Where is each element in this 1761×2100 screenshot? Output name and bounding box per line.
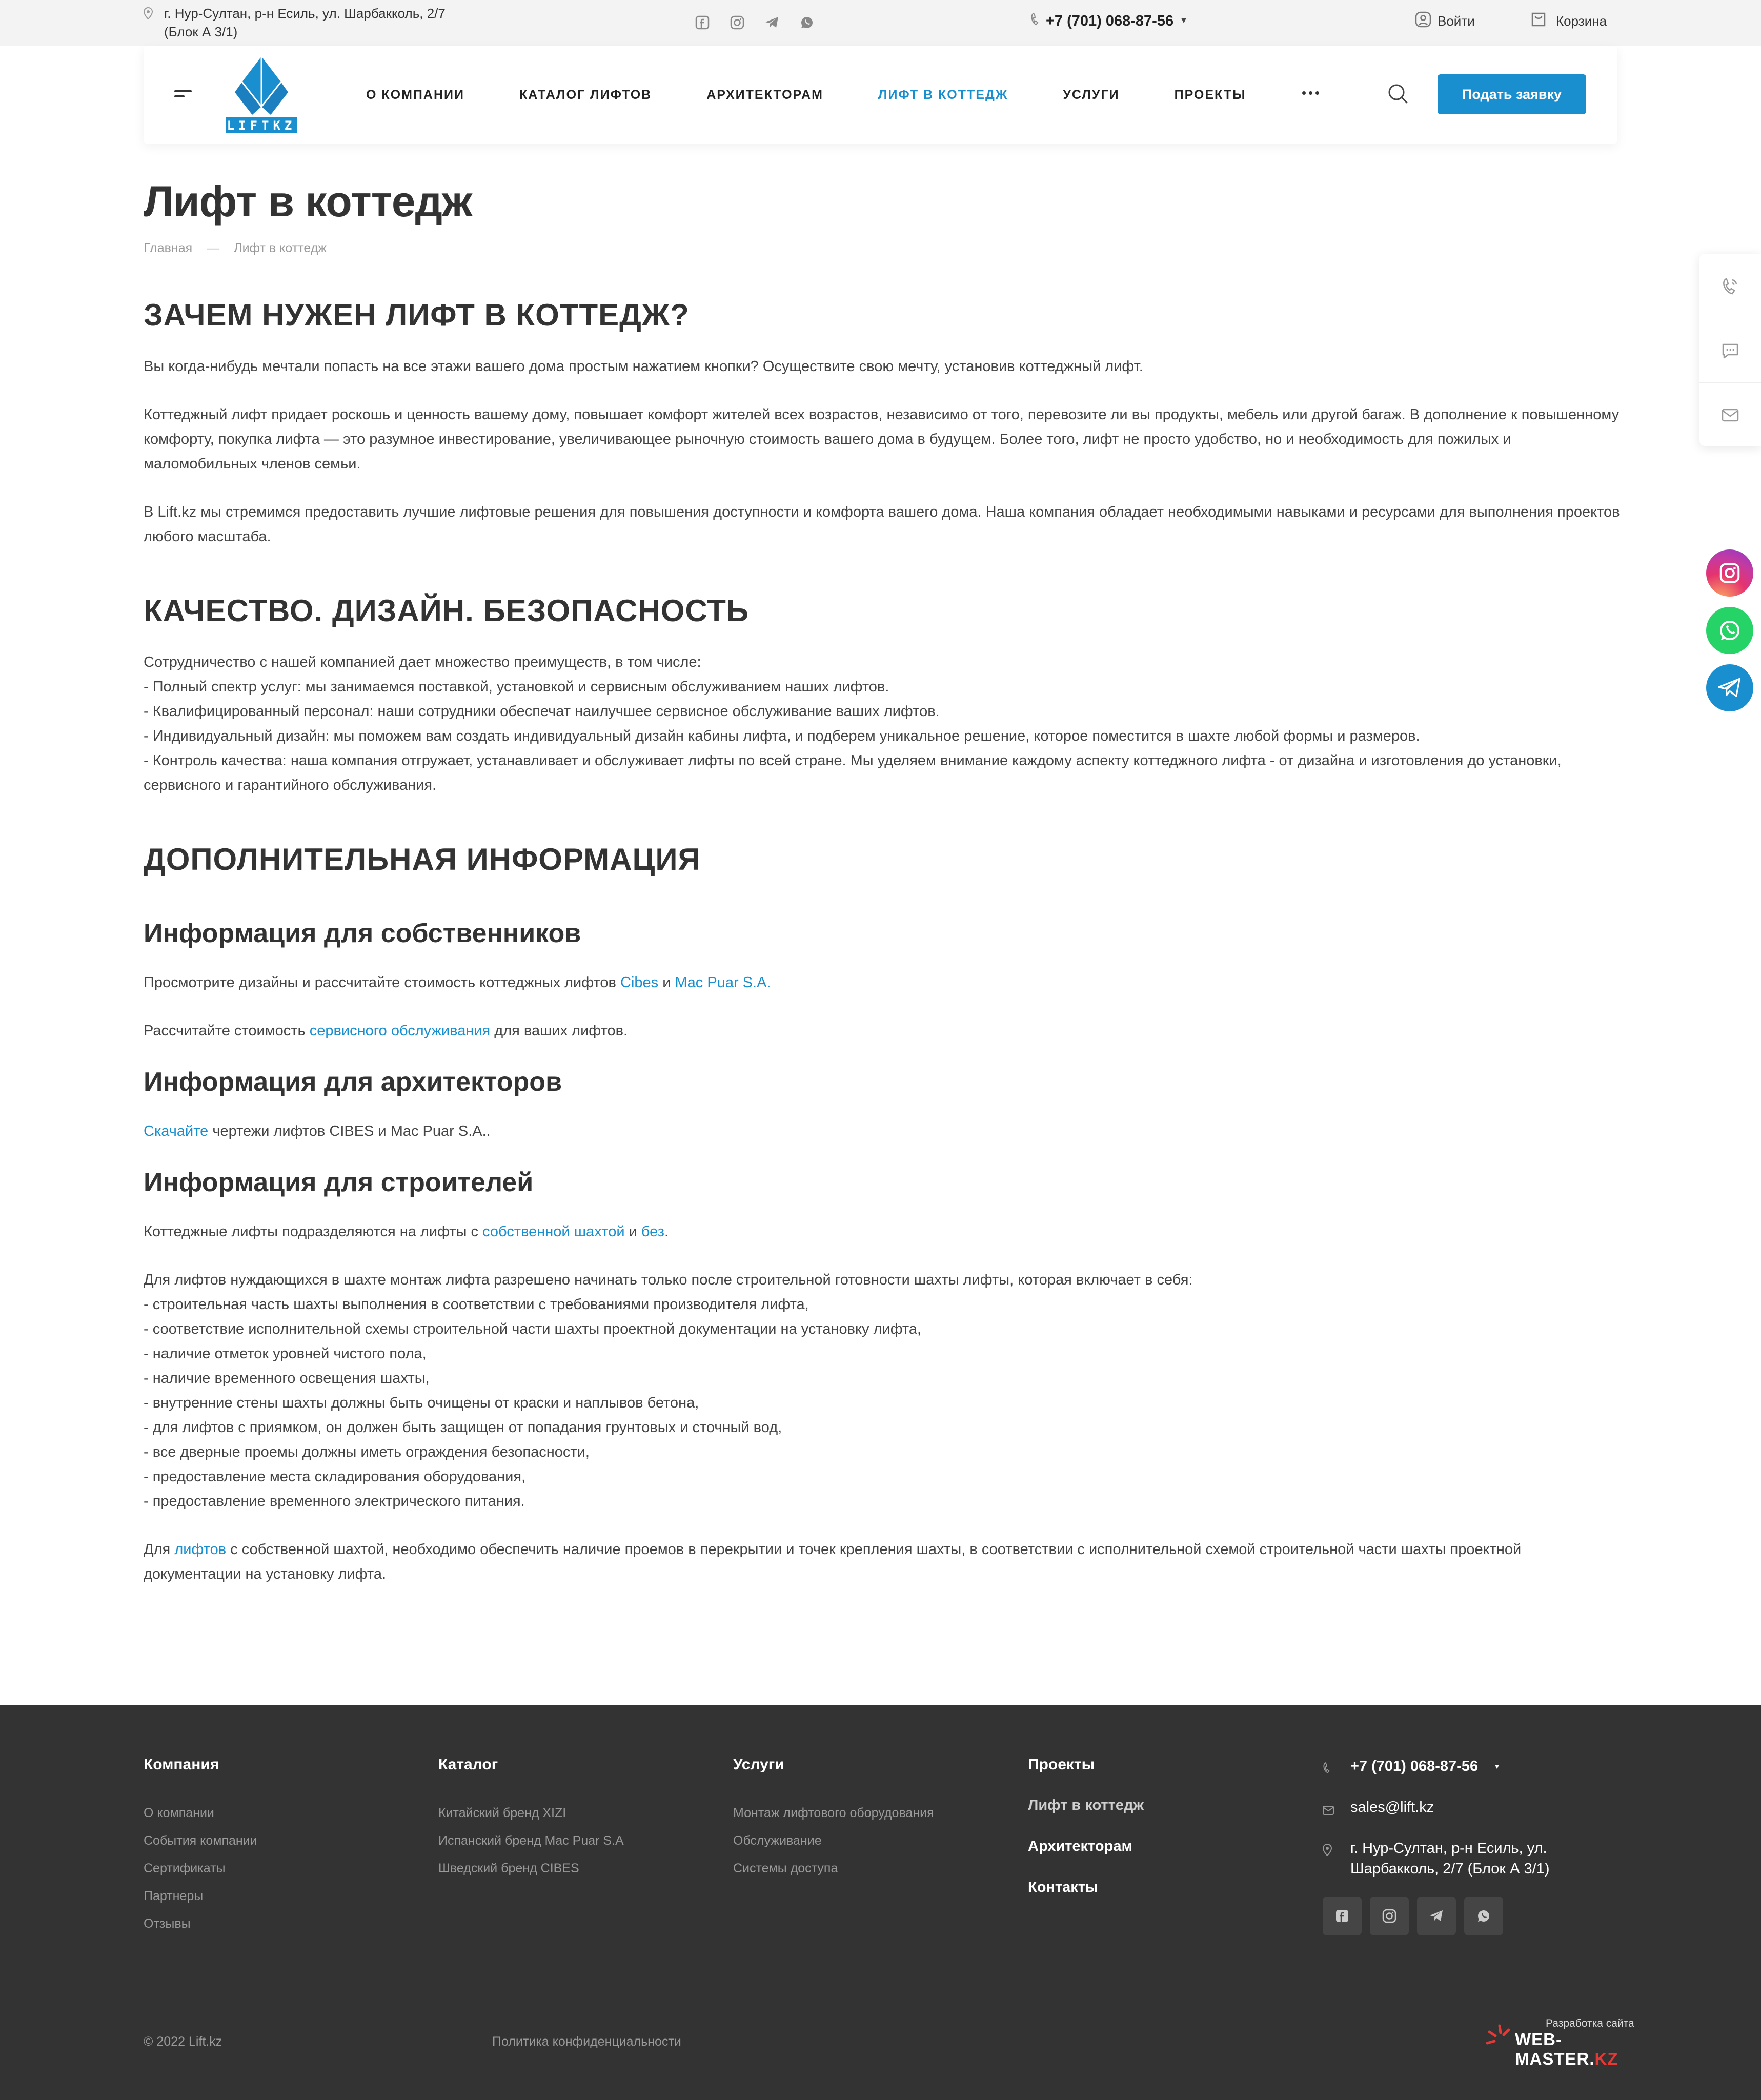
developer-credit[interactable] bbox=[1484, 2017, 1638, 2068]
footer-link[interactable]: Партнеры bbox=[144, 1889, 204, 1903]
footer-link[interactable]: Архитекторам bbox=[1028, 1838, 1132, 1854]
section-quality-title: КАЧЕСТВО. ДИЗАЙН. БЕЗОПАСНОСТЬ bbox=[144, 594, 749, 628]
footer-phone[interactable] bbox=[1323, 1756, 1610, 1780]
instagram-icon[interactable] bbox=[728, 13, 746, 32]
footer-services bbox=[733, 1756, 934, 1882]
list-item: - Полный спектр услуг: мы занимаемся поставкой, установкой и сервисным обслуживанием наших лифтов. bbox=[144, 679, 889, 695]
section-extra-title: ДОПОЛНИТЕЛЬНАЯ ИНФОРМАЦИЯ bbox=[144, 842, 701, 876]
nav-catalog[interactable]: КАТАЛОГ ЛИФТОВ bbox=[519, 87, 652, 102]
list-item: - Квалифицированный персонал: наши сотрудники обеспечат наилучшее сервисное обслуживание ваших лифтов. bbox=[144, 703, 940, 720]
cart-link[interactable] bbox=[1530, 11, 1607, 31]
list-item: - наличие временного освещения шахты, bbox=[144, 1370, 430, 1387]
list-item: - Контроль качества: наша компания отгружает, устанавливает и обслуживает лифты по всей стране. Мы уделяем внимание каждому аспекту коттеджного лифта - от дизайна и изготовления до установки, сервисного и гарантийного обслуживания. bbox=[144, 752, 1562, 793]
chevron-down-icon[interactable]: ▼ bbox=[1180, 16, 1188, 25]
footer-link[interactable]: О компании bbox=[144, 1806, 214, 1820]
breadcrumb-separator: — bbox=[207, 241, 220, 255]
footer-link[interactable]: Шведский бренд CIBES bbox=[438, 1861, 579, 1875]
builders-p2: Для лифтов нуждающихся в шахте монтаж лифта разрешено начинать только после строительной готовности шахты лифты, которая включает в себя: bbox=[144, 1272, 1193, 1288]
nav-projects[interactable]: ПРОЕКТЫ bbox=[1174, 87, 1246, 102]
footer-catalog bbox=[438, 1756, 624, 1882]
without-shaft-link[interactable]: без bbox=[641, 1224, 664, 1240]
builders-p3: Для лифтов с собственной шахтой, необходимо обеспечить наличие проемов в перекрытии и точек крепления шахты, в соответствии с исполнительной схемой строительной части шахты проектной документации на установку лифта. bbox=[144, 1541, 1522, 1582]
architects-title: Информация для архитекторов bbox=[144, 1067, 562, 1097]
footer-link[interactable]: Китайский бренд XIZI bbox=[438, 1806, 566, 1820]
map-pin-icon bbox=[1323, 1838, 1335, 1862]
footer-catalog-title: Каталог bbox=[438, 1756, 498, 1773]
more-dots-icon[interactable] bbox=[1302, 91, 1319, 95]
footer-email[interactable] bbox=[1323, 1797, 1610, 1821]
mail-icon bbox=[1323, 1797, 1335, 1821]
list-item: - строительная часть шахты выполнения в соответствии с требованиями производителя лифта, bbox=[144, 1296, 809, 1313]
footer-link[interactable]: Сертификаты bbox=[144, 1861, 226, 1875]
phone-icon bbox=[1030, 12, 1040, 30]
section-why-p2: Коттеджный лифт придает роскошь и ценность вашему дому, повышает комфорт жителей всех возрастов, независимо от того, перевозите ли вы продукты, мебель или другой багаж. В дополнение к повышенному комфорту, покупка лифта — это разумное инвестирование, увеличивающее рыночную стоимость вашего дома в будущем. Более того, лифт не просто удобство, но и необходимость для пожилых и маломобильных членов семьи. bbox=[144, 406, 1620, 472]
instagram-float-icon[interactable] bbox=[1706, 549, 1753, 597]
map-pin-icon bbox=[144, 4, 164, 23]
main-nav bbox=[366, 82, 1301, 108]
builders-title: Информация для строителей bbox=[144, 1168, 534, 1197]
chat-icon[interactable] bbox=[1699, 318, 1761, 383]
facebook-icon[interactable] bbox=[693, 13, 712, 32]
list-item: - Индивидуальный дизайн: мы поможем вам создать индивидуальный дизайн кабины лифта, и подберем уникальное решение, которое поместится в шахте любой формы и размеров. bbox=[144, 728, 1420, 744]
footer-email-text: sales@lift.kz bbox=[1350, 1799, 1434, 1816]
cart-label: Корзина bbox=[1556, 13, 1607, 29]
top-address-line1: г. Нур-Султан, р-н Есиль, ул. Шарбакколь, 2/7 bbox=[164, 6, 446, 21]
footer-link[interactable]: Системы доступа bbox=[733, 1861, 838, 1875]
top-address bbox=[144, 4, 446, 41]
user-icon bbox=[1415, 11, 1431, 31]
nav-cottage-lift[interactable]: ЛИФТ В КОТТЕДЖ bbox=[878, 87, 1008, 102]
footer-address-text: г. Нур-Султан, р-н Есиль, ул. Шарбакколь, 2/7 (Блок А 3/1) bbox=[1350, 1840, 1550, 1877]
callback-icon[interactable] bbox=[1699, 254, 1761, 318]
top-bar bbox=[0, 0, 1761, 46]
footer-services-title: Услуги bbox=[733, 1756, 784, 1773]
web-master-logo-icon bbox=[1484, 2023, 1515, 2053]
section-why-title: ЗАЧЕМ НУЖЕН ЛИФТ В КОТТЕДЖ? bbox=[144, 298, 690, 332]
nav-services[interactable]: УСЛУГИ bbox=[1063, 87, 1120, 102]
search-icon[interactable] bbox=[1385, 81, 1411, 107]
footer-social bbox=[1323, 1897, 1610, 1935]
list-item: - внутренние стены шахты должны быть очищены от краски и наплывов бетона, bbox=[144, 1395, 699, 1411]
footer-copyright: © 2022 Lift.kz bbox=[144, 2034, 222, 2049]
telegram-icon[interactable] bbox=[763, 13, 781, 32]
nav-architects[interactable]: АРХИТЕКТОРАМ bbox=[706, 87, 823, 102]
architects-p: Скачайте чертежи лифтов CIBES и Mac Puar S.A.. bbox=[144, 1123, 491, 1139]
page-title: Лифт в коттедж bbox=[144, 177, 472, 226]
list-item: - наличие отметок уровней чистого пола, bbox=[144, 1345, 427, 1362]
footer-link[interactable]: Лифт в коттедж bbox=[1028, 1797, 1144, 1813]
chevron-down-icon[interactable]: ▼ bbox=[1493, 1762, 1501, 1770]
service-link[interactable]: сервисного обслуживания bbox=[309, 1023, 491, 1039]
quality-list bbox=[144, 650, 1620, 798]
breadcrumb-home[interactable]: Главная bbox=[144, 241, 193, 255]
owners-p2: Рассчитайте стоимость сервисного обслуживания для ваших лифтов. bbox=[144, 1023, 628, 1039]
builders-p1: Коттеджные лифты подразделяются на лифты с собственной шахтой и без. bbox=[144, 1224, 669, 1240]
footer-company bbox=[144, 1756, 257, 1938]
footer-address bbox=[1323, 1838, 1610, 1879]
owners-title: Информация для собственников bbox=[144, 919, 581, 948]
developer-name: WEB-MASTER.KZ bbox=[1515, 2030, 1618, 2068]
footer-contacts bbox=[1323, 1756, 1610, 1935]
nav-about[interactable]: О КОМПАНИИ bbox=[366, 87, 464, 102]
cibes-link[interactable]: Cibes bbox=[620, 974, 659, 991]
owners-p1: Просмотрите дизайны и рассчитайте стоимость коттеджных лифтов Cibes и Mac Puar S.A. bbox=[144, 974, 771, 991]
footer-projects bbox=[1028, 1756, 1144, 1908]
list-item: - соответствие исполнительной схемы строительной части шахты проектной документации на установку лифта, bbox=[144, 1321, 922, 1337]
side-contact-panel bbox=[1699, 254, 1761, 446]
macpuar-link[interactable]: Mac Puar S.A. bbox=[675, 974, 771, 991]
cart-icon bbox=[1530, 11, 1547, 31]
download-link[interactable]: Скачайте bbox=[144, 1123, 209, 1139]
site-logo[interactable] bbox=[220, 53, 302, 135]
article-content bbox=[144, 297, 1620, 1610]
telegram-float-icon[interactable] bbox=[1706, 664, 1753, 711]
whatsapp-icon[interactable] bbox=[798, 13, 816, 32]
facebook-icon[interactable] bbox=[1323, 1897, 1362, 1935]
footer-link[interactable]: Испанский бренд Mac Puar S.A bbox=[438, 1833, 624, 1848]
section-why-p3: В Lift.kz мы стремимся предоставить лучшие лифтовые решения для повышения доступности и комфорта вашего дома. Наша компания обладает необходимыми навыками и ресурсами для выполнения проектов любого масштаба. bbox=[144, 504, 1620, 545]
mail-icon[interactable] bbox=[1699, 383, 1761, 447]
top-phone[interactable] bbox=[1030, 12, 1188, 30]
logo-text: LIFTKZ bbox=[227, 118, 296, 133]
telegram-icon[interactable] bbox=[1417, 1897, 1456, 1935]
developer-caption: Разработка сайта bbox=[1546, 2017, 1634, 2029]
footer-link[interactable]: Контакты bbox=[1028, 1879, 1098, 1895]
top-social-links bbox=[693, 13, 816, 32]
top-phone-number: +7 (701) 068-87-56 bbox=[1046, 12, 1174, 29]
list-item: - предоставление места складирования оборудования, bbox=[144, 1469, 526, 1485]
list-item: - все дверные проемы должны иметь ограждения безопасности, bbox=[144, 1444, 590, 1460]
own-shaft-link[interactable]: собственной шахтой bbox=[482, 1224, 625, 1240]
whatsapp-icon[interactable] bbox=[1464, 1897, 1503, 1935]
quality-intro: Сотрудничество с нашей компанией дает множество преимуществ, в том числе: bbox=[144, 654, 701, 670]
instagram-icon[interactable] bbox=[1370, 1897, 1409, 1935]
footer-company-title: Компания bbox=[144, 1756, 219, 1773]
footer-phone-number: +7 (701) 068-87-56 bbox=[1350, 1758, 1479, 1775]
builders-list bbox=[144, 1268, 1620, 1514]
whatsapp-float-icon[interactable] bbox=[1706, 607, 1753, 654]
privacy-policy-link[interactable]: Политика конфиденциальности bbox=[492, 2034, 681, 2049]
footer-link[interactable]: События компании bbox=[144, 1833, 257, 1848]
footer-link[interactable]: Монтаж лифтового оборудования bbox=[733, 1806, 934, 1820]
menu-burger-icon[interactable] bbox=[174, 90, 192, 100]
breadcrumb bbox=[144, 241, 327, 256]
phone-icon bbox=[1323, 1756, 1335, 1780]
list-item: - предоставление временного электрического питания. bbox=[144, 1493, 525, 1510]
lifts-link[interactable]: лифтов bbox=[174, 1541, 227, 1558]
login-label: Войти bbox=[1438, 13, 1475, 29]
footer-link[interactable]: Отзывы bbox=[144, 1916, 191, 1931]
login-link[interactable] bbox=[1415, 11, 1475, 31]
submit-request-button[interactable]: Подать заявку bbox=[1438, 74, 1586, 114]
footer-projects-title[interactable]: Проекты bbox=[1028, 1756, 1095, 1773]
list-item: - для лифтов с приямком, он должен быть защищен от попадания грунтовых и сточный вод, bbox=[144, 1419, 782, 1436]
breadcrumb-current: Лифт в коттедж bbox=[234, 241, 327, 255]
site-footer bbox=[0, 1705, 1761, 2100]
main-header bbox=[144, 46, 1617, 144]
top-address-line2: (Блок А 3/1) bbox=[164, 24, 238, 39]
section-why-p1: Вы когда-нибудь мечтали попасть на все этажи вашего дома простым нажатием кнопки? Осуществите свою мечту, установив коттеджный лифт. bbox=[144, 358, 1143, 375]
footer-link[interactable]: Обслуживание bbox=[733, 1833, 822, 1848]
